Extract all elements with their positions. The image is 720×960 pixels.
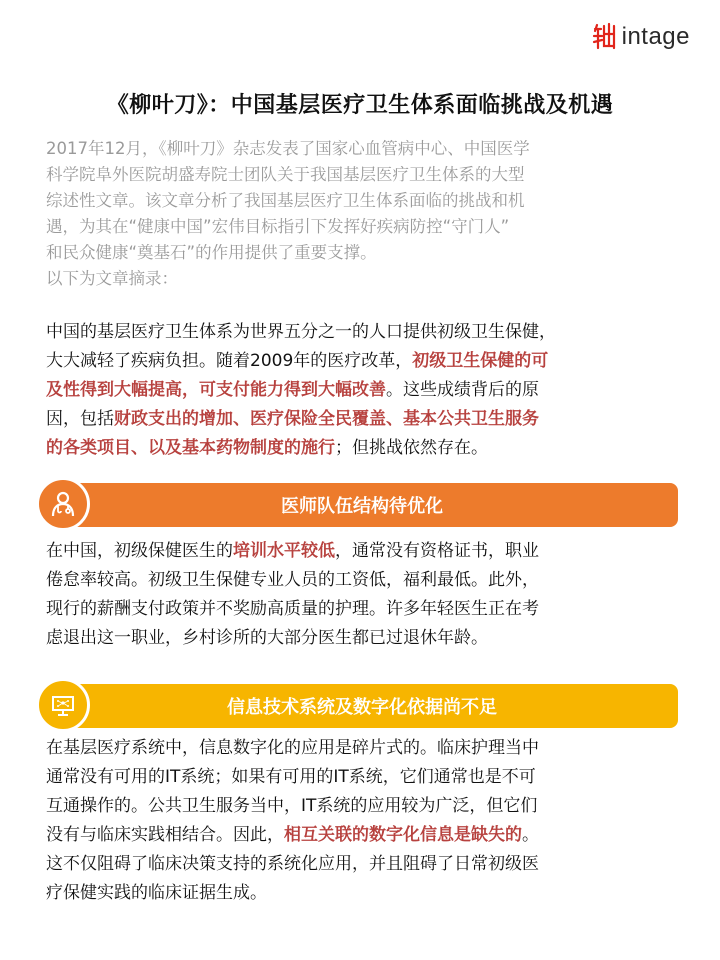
body-text: 疗保健实践的临床证据生成。 bbox=[46, 883, 267, 903]
intro-line: 2017年12月，《柳叶刀》杂志发表了国家心血管病中心、中国医学 bbox=[46, 139, 530, 158]
monitor-icon-badge bbox=[36, 678, 90, 732]
highlighted-text: 的各类项目、以及基本药物制度的施行 bbox=[46, 438, 335, 458]
doctor-icon bbox=[48, 489, 78, 519]
paragraph-physician-workforce bbox=[46, 537, 682, 653]
body-text: 在中国，初级保健医生的 bbox=[46, 541, 233, 561]
text-line bbox=[46, 566, 682, 595]
text-line bbox=[46, 595, 682, 624]
body-text: 这不仅阻碍了临床决策支持的系统化应用，并且阻碍了日常初级医 bbox=[46, 854, 539, 874]
body-text: 。这些成绩背后的原 bbox=[386, 380, 539, 400]
doctor-icon-badge bbox=[36, 477, 90, 531]
intage-logo bbox=[592, 22, 690, 52]
logo-text: intage bbox=[621, 23, 690, 50]
body-text: 互通操作的。公共卫生服务当中，IT系统的应用较为广泛，但它们 bbox=[46, 796, 538, 816]
text-line bbox=[46, 734, 682, 763]
body-text: ，通常没有资格证书，职业 bbox=[335, 541, 539, 561]
text-line bbox=[46, 537, 682, 566]
body-text: 通常没有可用的IT系统；如果有可用的IT系统，它们通常也是不可 bbox=[46, 767, 536, 787]
body-text: ；但挑战依然存在。 bbox=[335, 438, 488, 458]
section-heading-label: 信息技术系统及数字化依据尚不足 bbox=[227, 697, 497, 718]
monitor-icon bbox=[48, 690, 78, 720]
intage-brand-mark-icon bbox=[592, 22, 616, 52]
intro-line: 以下为文章摘录： bbox=[46, 269, 178, 288]
intro-line: 遇，为其在“健康中国”宏伟目标指引下发挥好疾病防控“守门人” bbox=[46, 217, 510, 236]
text-line bbox=[46, 821, 682, 850]
highlighted-text: 初级卫生保健的可 bbox=[412, 351, 549, 371]
body-text: 倦怠率较高。初级卫生保健专业人员的工资低，福利最低。此外， bbox=[46, 570, 539, 590]
text-line bbox=[46, 763, 682, 792]
highlighted-text: 培训水平较低 bbox=[233, 541, 335, 561]
text-line bbox=[46, 434, 682, 463]
paragraph-overview bbox=[46, 318, 682, 463]
highlighted-text: 相互关联的数字化信息是缺失的 bbox=[284, 825, 522, 845]
section-heading-it-systems bbox=[46, 684, 678, 728]
text-line bbox=[46, 792, 682, 821]
highlighted-text: 及性得到大幅提高，可支付能力得到大幅改善 bbox=[46, 380, 386, 400]
text-line bbox=[46, 347, 682, 376]
body-text: 没有与临床实践相结合。因此， bbox=[46, 825, 284, 845]
text-line bbox=[46, 376, 682, 405]
body-text: 因，包括 bbox=[46, 409, 114, 429]
intro-line: 综述性文章。该文章分析了我国基层医疗卫生体系面临的挑战和机 bbox=[46, 191, 525, 210]
body-text: 中国的基层医疗卫生体系为世界五分之一的人口提供初级卫生保健， bbox=[46, 322, 556, 342]
body-text: 。 bbox=[522, 825, 539, 845]
highlighted-text: 财政支出的增加、医疗保险全民覆盖、基本公共卫生服务 bbox=[114, 409, 539, 429]
section-heading-label: 医师队伍结构待优化 bbox=[281, 496, 443, 517]
intro-line: 和民众健康“奠基石”的作用提供了重要支撑。 bbox=[46, 243, 377, 262]
page-title: 《柳叶刀》：中国基层医疗卫生体系面临挑战及机遇 bbox=[106, 93, 614, 118]
body-text: 大大减轻了疾病负担。随着2009年的医疗改革， bbox=[46, 351, 413, 371]
text-line bbox=[46, 318, 682, 347]
text-line bbox=[46, 405, 682, 434]
intro-text bbox=[46, 136, 682, 292]
body-text: 虑退出这一职业，乡村诊所的大部分医生都已过退休年龄。 bbox=[46, 628, 488, 648]
section-heading-physician-workforce bbox=[46, 483, 678, 527]
body-text: 现行的薪酬支付政策并不奖励高质量的护理。许多年轻医生正在考 bbox=[46, 599, 539, 619]
text-line bbox=[46, 624, 682, 653]
text-line bbox=[46, 850, 682, 879]
intro-line: 科学院阜外医院胡盛寿院士团队关于我国基层医疗卫生体系的大型 bbox=[46, 165, 525, 184]
paragraph-it-systems bbox=[46, 734, 682, 908]
body-text: 在基层医疗系统中，信息数字化的应用是碎片式的。临床护理当中 bbox=[46, 738, 539, 758]
text-line bbox=[46, 879, 682, 908]
